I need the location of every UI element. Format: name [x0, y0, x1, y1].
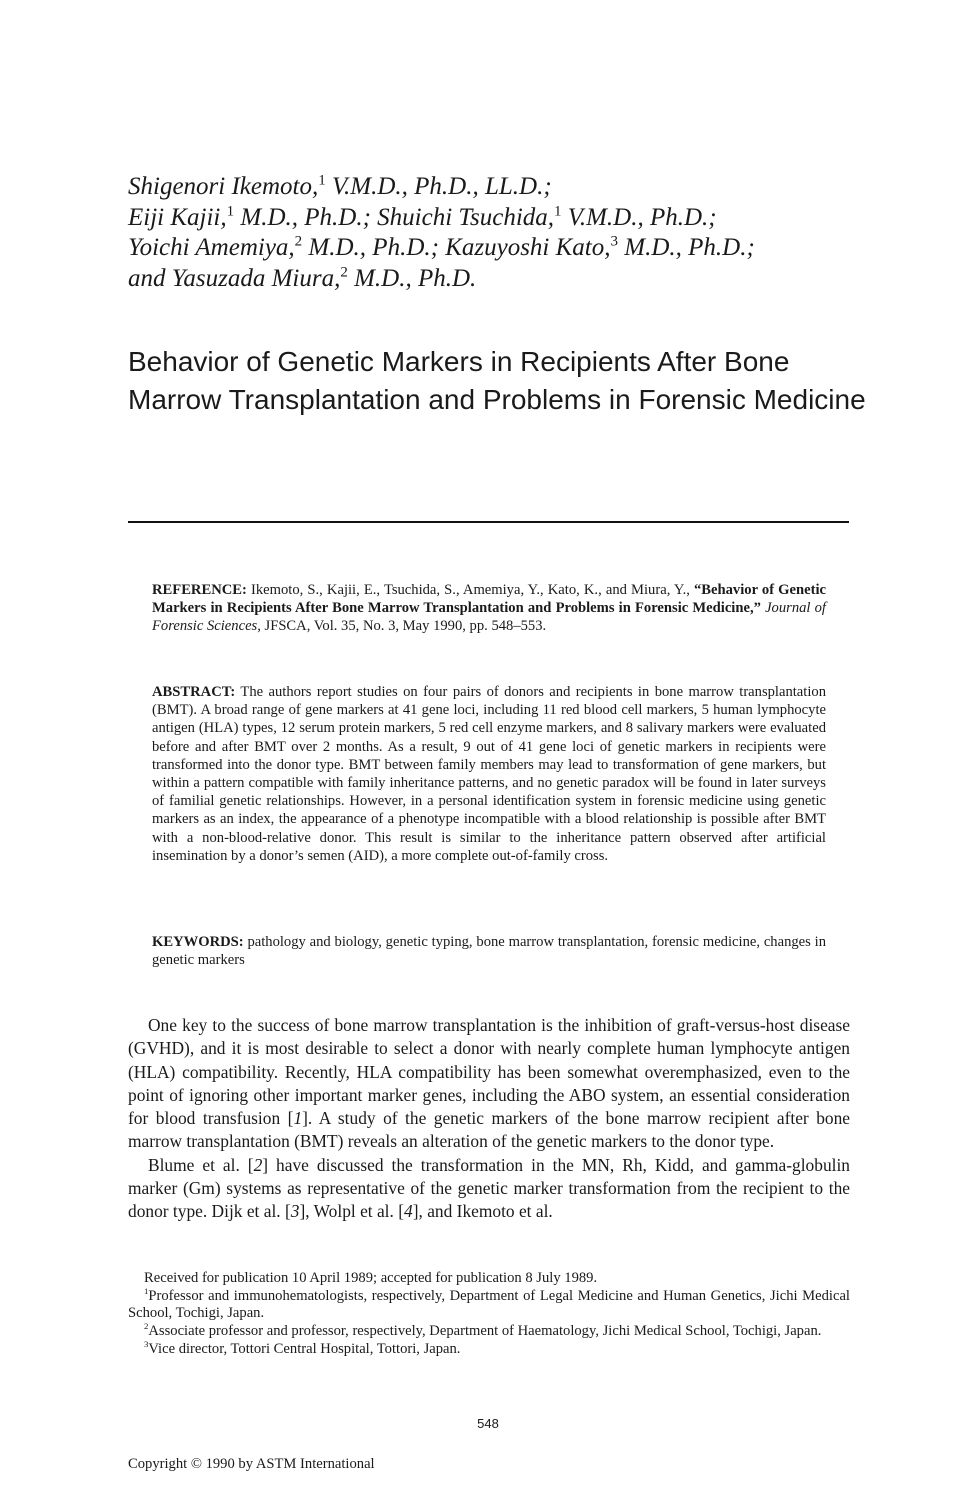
footnote-text: Associate professor and professor, respectively, Department of Haematology, Jichi Medical School, Tochigi, Japan.: [148, 1323, 822, 1340]
footnote-3: [128, 1338, 850, 1359]
body-text: [128, 1014, 850, 1224]
author-line-2: [128, 203, 888, 234]
citation-ref: 4: [404, 1201, 413, 1222]
footnotes: [128, 1270, 850, 1359]
copyright-notice: Copyright © 1990 by ASTM International: [128, 1456, 375, 1472]
footnote-mark: 2: [144, 1321, 149, 1332]
reference-label: REFERENCE:: [152, 582, 247, 598]
footnote-text: Vice director, Tottori Central Hospital, Tottori, Japan.: [148, 1340, 461, 1357]
body-text-span: Blume et al. [: [148, 1154, 254, 1175]
citation-ref: 3: [290, 1201, 300, 1222]
reference-title: “Behavior of Genetic Markers in Recipients After Bone Marrow Transplantation and Problems in Forensic Medicine,”: [152, 582, 826, 617]
keywords-label: KEYWORDS:: [152, 934, 244, 950]
author-name: Shigenori Ikemoto,: [128, 173, 319, 200]
title-divider: [128, 521, 849, 523]
body-paragraph-2: [128, 1154, 850, 1224]
author-degrees: M.D., Ph.D.;: [618, 234, 755, 261]
keywords-block: [152, 933, 826, 969]
affiliation-mark: 1: [318, 172, 326, 189]
abstract-text: The authors report studies on four pairs of donors and recipients in bone marrow transplantation (BMT). A broad range of gene markers at 41 gene loci, including 11 red blood cell markers, 5 human lymphocyte antigen (HLA) types, 12 serum protein markers, 5 red cell enzyme markers, and 8 salivary markers were evaluated before and after BMT over 2 months. As a result, 9 out of 41 gene loci of genetic markers in recipients were transformed into the donor type. BMT between family members may lead to transformation of gene markers, but within a pattern compatible with family inheritance patterns, and no genetic paradox will be found in later surveys of familial genetic relationships. However, in a personal identification system in forensic medicine using genetic markers as an index, the appearance of a phenotype incompatible with a blood relationship is possible after BMT with a non-blood-relative donor. This result is similar to the inheritance pattern observed after artificial insemination by a donor’s semen (AID), a more complete out-of-family cross.: [152, 684, 826, 864]
abstract-block: [152, 683, 826, 865]
citation-ref: 2: [253, 1154, 263, 1175]
author-list: [128, 172, 888, 294]
footnote-mark: 3: [144, 1338, 149, 1349]
reference-block: [152, 581, 826, 636]
author-name: Eiji Kajii,: [128, 203, 227, 231]
reference-details: JFSCA, Vol. 35, No. 3, May 1990, pp. 548–553.: [260, 618, 547, 635]
body-text-span: ] have discussed the transformation in the MN, Rh, Kidd, and gamma-globulin marker (Gm) systems as representative of the genetic marker transformation from the recipient to the donor type. Dijk et al. [: [128, 1154, 851, 1222]
reference-journal: Journal of Forensic Sciences,: [152, 600, 826, 635]
body-text-span: ], Wolpl et al. [: [299, 1201, 404, 1222]
citation-ref: 1: [293, 1108, 303, 1129]
body-text-span: ], and Ikemoto et al.: [412, 1201, 553, 1222]
affiliation-mark: 2: [294, 233, 303, 250]
author-degrees: M.D., Ph.D.;: [234, 203, 378, 231]
author-degrees: V.M.D., Ph.D.;: [561, 203, 717, 231]
author-degrees: M.D., Ph.D.: [347, 264, 477, 292]
author-line-3: [128, 233, 888, 264]
body-text-span: ]. A study of the genetic markers of the bone marrow recipient after bone marrow transplantation (BMT) reveals an alteration of the genetic markers to the donor type.: [128, 1108, 851, 1152]
footnote-mark: 1: [144, 1285, 149, 1296]
page-number: 548: [477, 1416, 499, 1431]
footnote-text: Professor and immunohematologists, respectively, Department of Legal Medicine and Human Genetics, Jichi Medical School, Tochigi, Japan.: [128, 1287, 850, 1322]
body-text-span: One key to the success of bone marrow transplantation is the inhibition of graft-versus-host disease (GVHD), and it is most desirable to select a donor with nearly complete human lymphocyte antigen (HLA) compatibility. Recently, HLA compatibility has been somewhat overemphasized, even to the point of ignoring other important marker genes, including the ABO system, an essential consideration for blood transfusion [: [128, 1015, 850, 1129]
body-paragraph-1: [128, 1014, 850, 1154]
paper-title: Behavior of Genetic Markers in Recipients After Bone Marrow Transplantation and Problems in Forensic Medicine: [128, 346, 866, 415]
author-name: Kazuyoshi Kato,: [445, 234, 611, 261]
author-name: Shuichi Tsuchida,: [377, 203, 555, 231]
author-line-4: [128, 264, 888, 295]
author-degrees: V.M.D., Ph.D., LL.D.;: [325, 173, 552, 200]
reference-authors: Ikemoto, S., Kajii, E., Tsuchida, S., Amemiya, Y., Kato, K., and Miura, Y.,: [246, 582, 694, 598]
keywords-text: pathology and biology, genetic typing, bone marrow transplantation, forensic medicine, changes in genetic markers: [152, 934, 826, 969]
affiliation-mark: 3: [610, 233, 618, 250]
footnote-2: [128, 1323, 850, 1341]
affiliation-mark: 1: [554, 203, 562, 220]
author-name: and Yasuzada Miura,: [128, 264, 341, 292]
author-degrees: M.D., Ph.D.;: [302, 234, 446, 261]
author-name: Yoichi Amemiya,: [128, 234, 295, 261]
affiliation-mark: 2: [340, 264, 348, 281]
author-line-1: [128, 172, 888, 203]
received-note: Received for publication 10 April 1989; accepted for publication 8 July 1989.: [144, 1270, 598, 1286]
abstract-label: ABSTRACT:: [152, 684, 236, 700]
affiliation-mark: 1: [226, 203, 235, 220]
footnote-1: [128, 1285, 850, 1323]
